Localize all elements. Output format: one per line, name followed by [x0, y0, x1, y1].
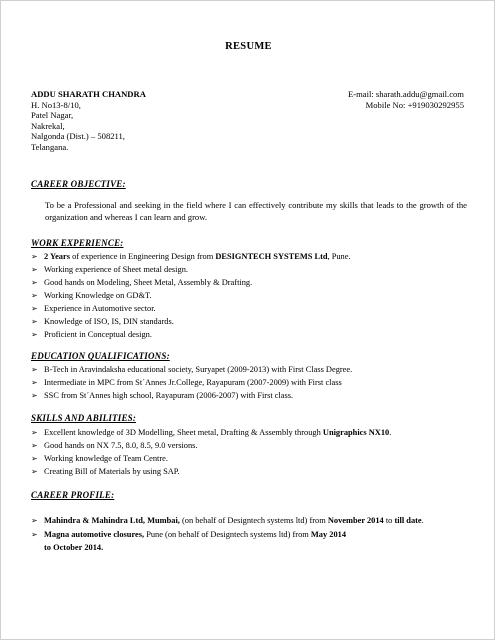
arrow-bullet-icon: ➢: [31, 441, 38, 450]
arrow-bullet-icon: ➢: [31, 454, 38, 463]
arrow-bullet-icon: ➢: [31, 530, 38, 539]
resume-title: RESUME: [225, 41, 272, 52]
career-objective-heading: CAREER OBJECTIVE:: [31, 179, 126, 189]
education-list: [31, 363, 471, 402]
email-text: E-mail: sharath.addu@gmail.com: [347, 89, 464, 99]
arrow-bullet-icon: ➢: [31, 317, 38, 326]
address-line: Telangana.: [31, 141, 69, 152]
arrow-bullet-icon: ➢: [31, 365, 38, 374]
contact-address-block: [31, 89, 146, 153]
arrow-bullet-icon: ➢: [31, 516, 38, 525]
arrow-bullet-icon: ➢: [31, 291, 38, 300]
arrow-bullet-icon: ➢: [31, 252, 38, 261]
skills-list: [31, 426, 471, 478]
candidate-name: ADDU SHARATH CHANDRA: [31, 89, 146, 99]
list-item: ➢ Good hands on Modeling, Sheet Metal, Assembly & Drafting.: [31, 278, 253, 287]
arrow-bullet-icon: ➢: [31, 304, 38, 313]
list-item: ➢ Excellent knowledge of 3D Modelling, Sheet metal, Drafting & Assembly through Unigraphics NX10.: [31, 428, 392, 437]
list-item: ➢ Experience in Automotive sector.: [31, 304, 156, 313]
work-experience-heading: WORK EXPERIENCE:: [31, 238, 124, 248]
list-item: ➢ Working Knowledge on GD&T.: [31, 291, 152, 300]
list-item: ➢ B-Tech in Aravindaksha educational society, Suryapet (2009-2013) with First Class Degree.: [31, 365, 353, 374]
work-experience-list: [31, 250, 471, 341]
list-item: ➢ Good hands on NX 7.5, 8.0, 8.5, 9.0 versions.: [31, 441, 198, 450]
career-profile-heading: CAREER PROFILE:: [31, 490, 115, 500]
list-item: ➢ Proficient in Conceptual design.: [31, 330, 152, 339]
arrow-bullet-icon: ➢: [31, 265, 38, 274]
list-item: ➢ Magna automotive closures, Pune (on behalf of Designtech systems ltd) from May 2014 to October 2014.: [31, 530, 347, 552]
skills-heading: SKILLS AND ABILITIES:: [31, 413, 137, 423]
contact-info-block: [348, 89, 464, 110]
list-item: ➢ Creating Bill of Materials by using SAP.: [31, 467, 180, 476]
list-item: ➢ Working knowledge of Team Centre.: [31, 454, 168, 463]
address-line: Patel Nagar,: [31, 110, 74, 121]
arrow-bullet-icon: ➢: [31, 330, 38, 339]
arrow-bullet-icon: ➢: [31, 278, 38, 287]
address-line: Nakrekal,: [31, 120, 65, 131]
arrow-bullet-icon: ➢: [31, 378, 38, 387]
career-objective-text: To be a Professional and seeking in the field where I can effectively contribute my skills that leads to the growth of the organization and whereas I can learn and grow.: [45, 200, 467, 222]
arrow-bullet-icon: ➢: [31, 467, 38, 476]
arrow-bullet-icon: ➢: [31, 391, 38, 400]
list-item: ➢ Intermediate in MPC from St´Annes Jr.College, Rayapuram (2007-2009) with First class: [31, 378, 342, 387]
list-item: ➢ SSC from St´Annes high school, Rayapuram (2006-2007) with First class.: [31, 391, 294, 400]
education-heading: EDUCATION QUALIFICATIONS:: [31, 351, 170, 361]
list-item: ➢ Mahindra & Mahindra Ltd, Mumbai, (on behalf of Designtech systems ltd) from November 2014 to till date.: [31, 516, 424, 525]
mobile-text: Mobile No: +919030292955: [365, 99, 464, 110]
arrow-bullet-icon: ➢: [31, 428, 38, 437]
list-item: ➢ Working experience of Sheet metal design.: [31, 265, 188, 274]
career-profile-list: [31, 514, 471, 554]
list-item: ➢ 2 Years of experience in Engineering Design from DESIGNTECH SYSTEMS Ltd, Pune.: [31, 252, 351, 261]
list-item: ➢ Knowledge of ISO, IS, DIN standards.: [31, 317, 174, 326]
address-line: Nalgonda (Dist.) – 508211,: [31, 131, 125, 142]
address-line: H. No13-8/10,: [31, 99, 81, 110]
